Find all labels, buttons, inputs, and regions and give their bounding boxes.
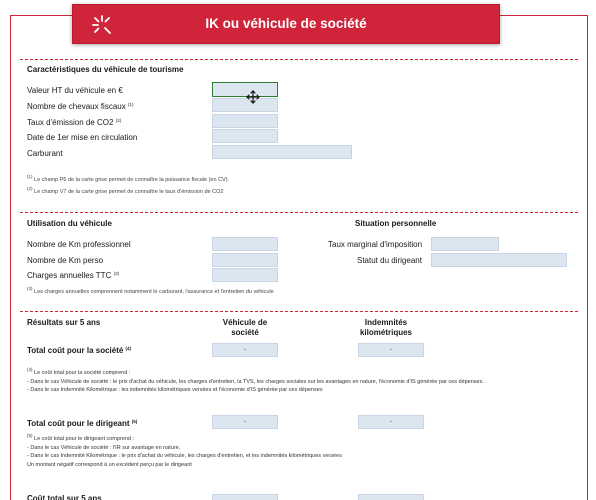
vehicle-section-title: Caractéristiques du véhicule de tourisme	[27, 65, 184, 74]
first-registration-date-input[interactable]	[212, 129, 278, 143]
total-cost-label: Coût total sur 5 ans	[27, 494, 102, 500]
mileage-allowance-column-header: Indemnités kilométriques	[359, 318, 412, 337]
footnote-1: $^{(1)}$ Le champ P6 de la carte grise permet de connaître la puissance fiscale (en CV).	[27, 174, 230, 183]
personal-section-title: Situation personnelle	[355, 219, 437, 228]
director-total-label: Total coût pour le dirigeant $^{(5)}$	[27, 419, 138, 428]
director-status-label: Statut du dirigeant	[357, 256, 422, 265]
vehicle-value-label: Valeur HT du véhicule en €	[27, 86, 123, 95]
co2-rate-label: Taux d'émission de CO2 $^{(2)}$	[27, 118, 122, 127]
annual-charges-input[interactable]	[212, 268, 278, 282]
company-vehicle-column-header: Véhicule de société	[222, 318, 268, 337]
personal-km-label: Nombre de Km perso	[27, 256, 104, 265]
fiscal-horsepower-input[interactable]	[212, 98, 278, 112]
fuel-label: Carburant	[27, 149, 63, 158]
marginal-tax-rate-label: Taux marginal d'imposition	[328, 240, 423, 249]
footnote-2: $^{(2)}$ Le champ V7 de la carte grise permet de connaître le taux d'émission de CO2	[27, 186, 224, 195]
co2-rate-input[interactable]	[212, 114, 278, 128]
mouse-cursor-icon	[246, 90, 260, 104]
director-status-select[interactable]	[431, 253, 567, 267]
section-divider	[20, 212, 578, 213]
footnote-3: $^{(3)}$ Les charges annuelles comprennent notamment le carburant, l'assurance et l'entretien du véhicule	[27, 286, 274, 295]
fiscal-horsepower-label: Nombre de chevaux fiscaux $^{(1)}$	[27, 102, 134, 111]
company-total-mileage-value: -	[358, 343, 424, 357]
pro-km-label: Nombre de Km professionnel	[27, 240, 131, 249]
section-divider	[20, 59, 578, 60]
company-total-label: Total coût pour la société $^{(4)}$	[27, 346, 132, 355]
director-total-vehicle-value: -	[212, 415, 278, 429]
total-cost-vehicle-value	[212, 494, 278, 500]
pro-km-input[interactable]	[212, 237, 278, 251]
usage-section-title: Utilisation du véhicule	[27, 219, 112, 228]
total-cost-mileage-value	[358, 494, 424, 500]
first-registration-date-label: Date de 1er mise en circulation	[27, 133, 138, 142]
company-total-notes: $^{(4)}$ Le coût total pour la société comprend : - Dans le cas Véhicule de société : le prix d'achat du véhicule, les charges d'entretien, la TVS, les charges sociales sur les avantages en nature, l'économie d'IS générée par ces dépenses. - Dans le cas Indemnité Kilométrique : les indemnités kilométriques versées et l'économie d'IS générée par ces dépenses	[27, 367, 484, 394]
fuel-select[interactable]	[212, 145, 352, 159]
page-title: IK ou véhicule de société	[205, 16, 367, 31]
marginal-tax-rate-input[interactable]	[431, 237, 499, 251]
director-total-mileage-value: -	[358, 415, 424, 429]
header-banner	[72, 4, 500, 44]
annual-charges-label: Charges annuelles TTC $^{(3)}$	[27, 271, 120, 280]
company-total-vehicle-value: -	[212, 343, 278, 357]
director-total-notes: $^{(5)}$ Le coût total pour le dirigeant comprend : - Dans le cas Véhicule de société : l'IR sur avantage en nature. - Dans le cas Indemnité Kilométrique : le prix d'achat du véhicule, les charges d'entretien, et les indemnités kilométriques versées Un montant négatif correspond à un excédent perçu par le dirigeant	[27, 433, 342, 469]
personal-km-input[interactable]	[212, 253, 278, 267]
results-section-title: Résultats sur 5 ans	[27, 318, 101, 327]
section-divider	[20, 311, 578, 312]
vehicle-value-input[interactable]	[212, 82, 278, 97]
